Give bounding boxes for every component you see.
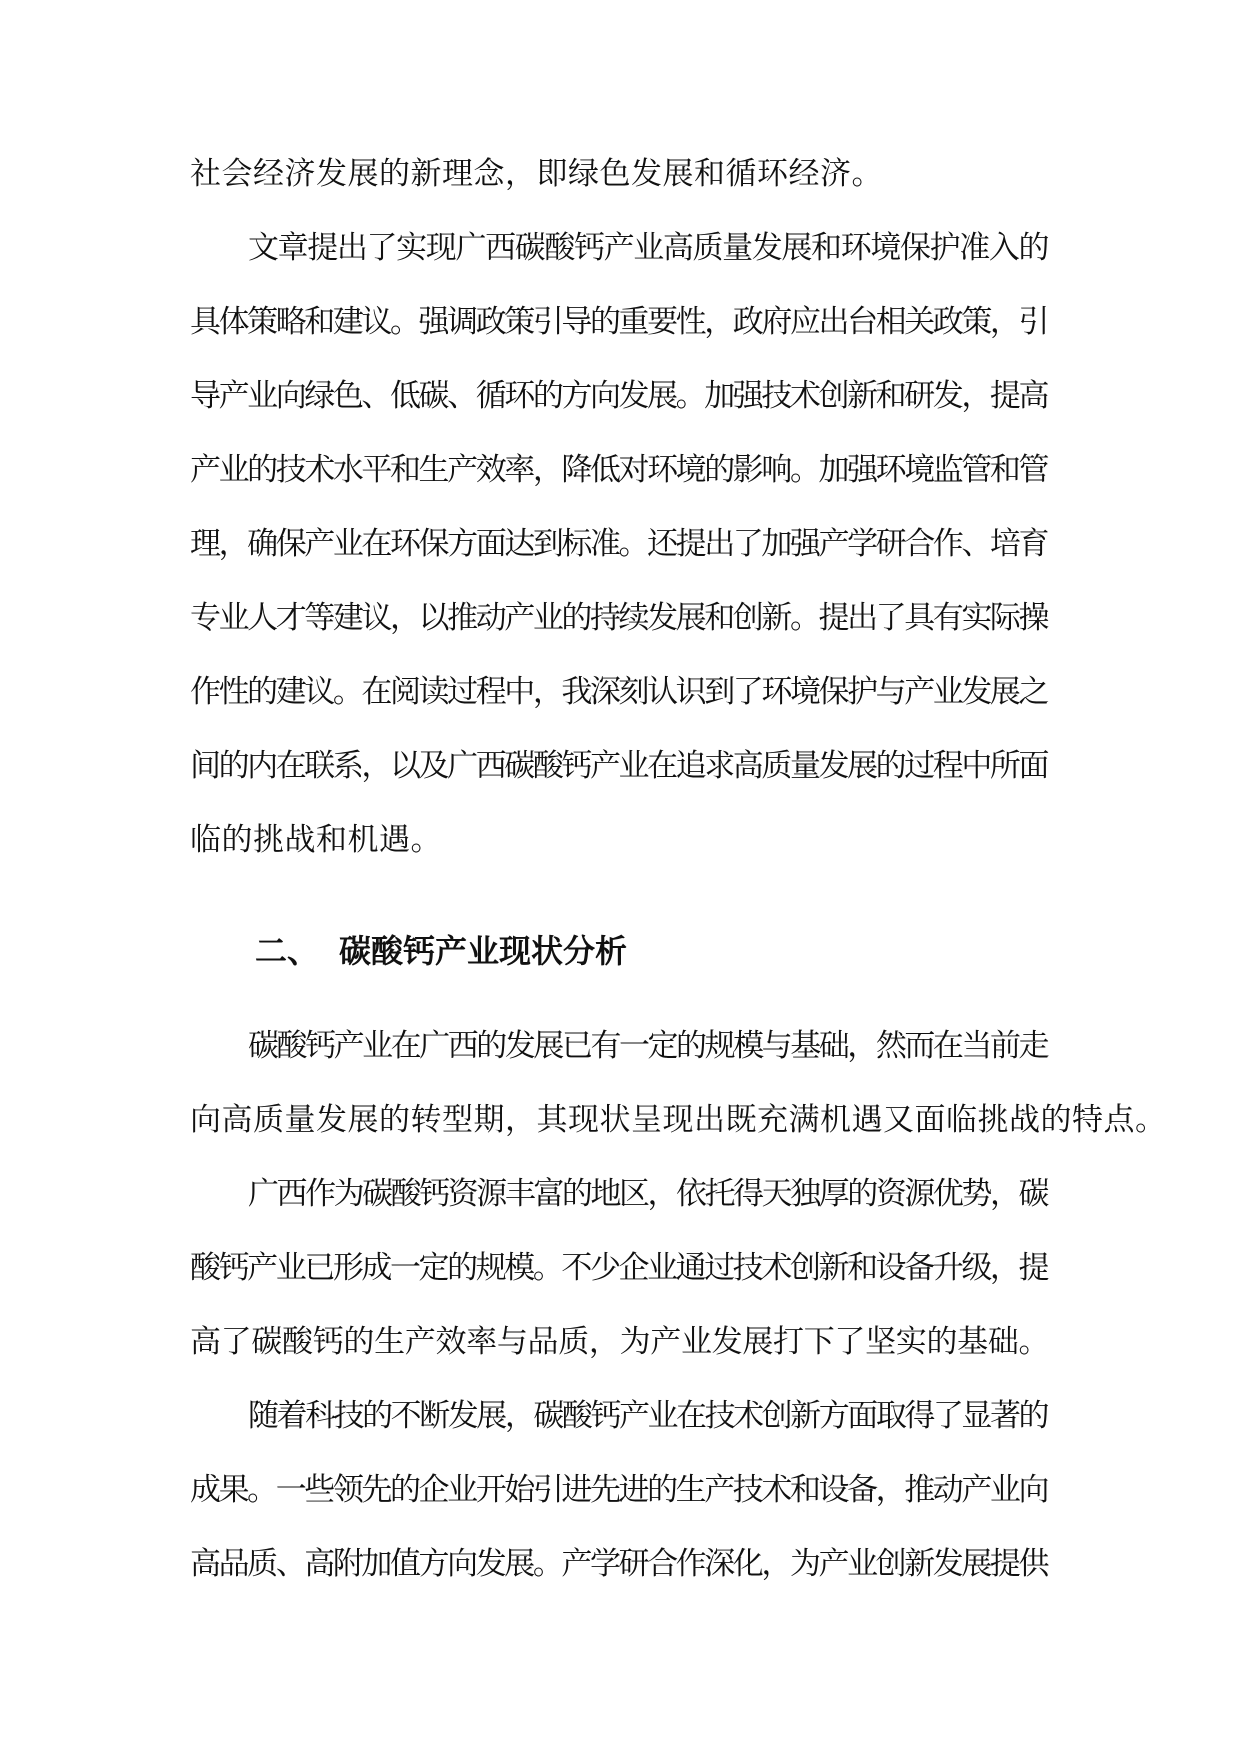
paragraph-line: 间的内在联系，以及广西碳酸钙产业在追求高质量发展的过程中所面 [190,748,1048,784]
paragraph-line: 导产业向绿色、低碳、循环的方向发展。加强技术创新和研发，提高 [190,378,1048,414]
paragraph-line: 随着科技的不断发展，碳酸钙产业在技术创新方面取得了显著的 [248,1398,1048,1434]
paragraph-line: 酸钙产业已形成一定的规模。不少企业通过技术创新和设备升级，提 [190,1250,1048,1286]
paragraph-line: 社会经济发展的新理念，即绿色发展和循环经济。 [190,156,883,192]
section-number: 二、 [255,932,320,970]
paragraph-line: 理，确保产业在环保方面达到标准。还提出了加强产学研合作、培育 [190,526,1048,562]
paragraph-line: 碳酸钙产业在广西的发展已有一定的规模与基础，然而在当前走 [248,1028,1048,1064]
paragraph-line: 具体策略和建议。强调政策引导的重要性，政府应出台相关政策，引 [190,304,1048,340]
paragraph-line: 专业人才等建议，以推动产业的持续发展和创新。提出了具有实际操 [190,600,1048,636]
paragraph-line: 高品质、高附加值方向发展。产学研合作深化，为产业创新发展提供 [190,1546,1048,1582]
paragraph-line: 成果。一些领先的企业开始引进先进的生产技术和设备，推动产业向 [190,1472,1048,1508]
paragraph-line: 产业的技术水平和生产效率，降低对环境的影响。加强环境监管和管 [190,452,1048,488]
paragraph-line: 高了碳酸钙的生产效率与品质，为产业发展打下了坚实的基础。 [190,1324,1050,1360]
section-heading [255,930,627,972]
paragraph-line: 临的挑战和机遇。 [190,822,442,858]
paragraph-line: 作性的建议。在阅读过程中，我深刻认识到了环境保护与产业发展之 [190,674,1048,710]
paragraph-line: 广西作为碳酸钙资源丰富的地区，依托得天独厚的资源优势，碳 [248,1176,1048,1212]
paragraph-line: 向高质量发展的转型期，其现状呈现出既充满机遇又面临挑战的特点。 [190,1102,1167,1138]
section-title: 碳酸钙产业现状分析 [339,932,628,970]
paragraph-line: 文章提出了实现广西碳酸钙产业高质量发展和环境保护准入的 [248,230,1049,266]
